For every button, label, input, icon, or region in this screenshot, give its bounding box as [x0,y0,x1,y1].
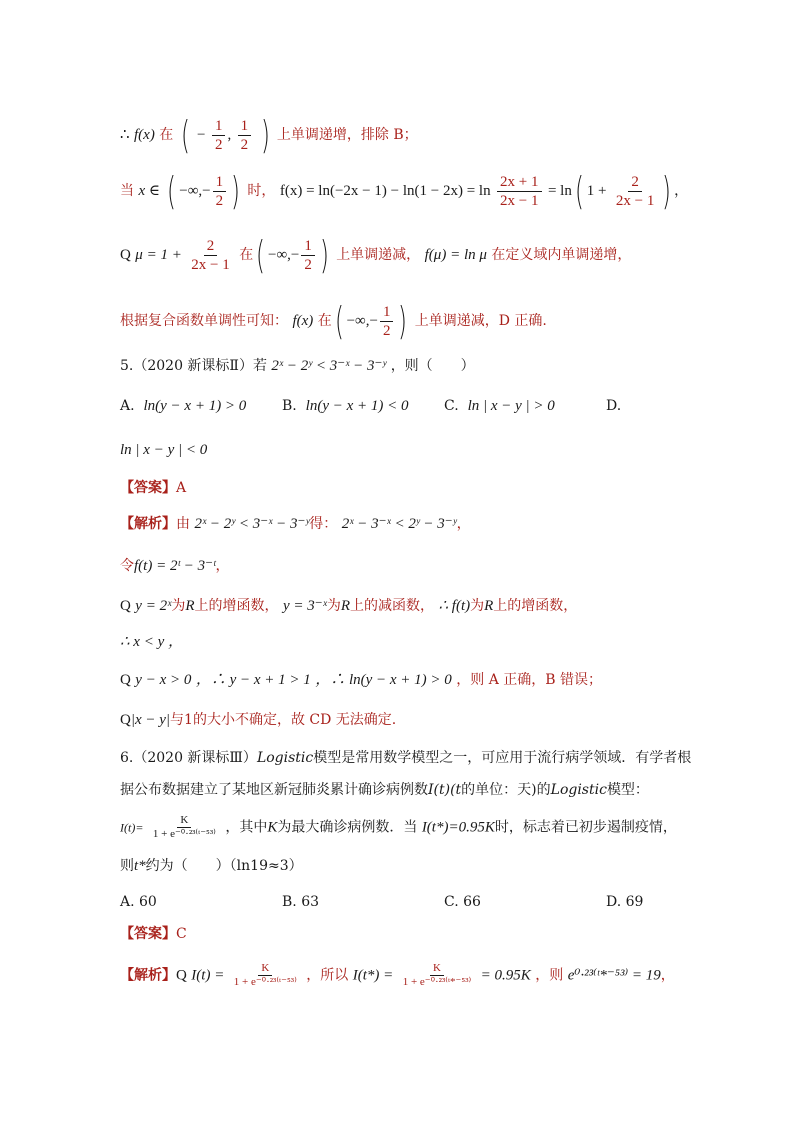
minus-sign: − [197,127,206,143]
q5-option-a: A. ln(y − x + 1) > 0 [120,398,247,414]
function-fx: f(x) [134,127,155,143]
paren-close: ) [260,113,270,157]
q5-analysis-1: 【解析】由 2ˣ − 2ʸ < 3⁻ˣ − 3⁻ʸ得： 2ˣ − 3⁻ˣ < 2ʸ − 3⁻ʸ， [120,516,471,532]
question-6-stem-4: 则t*约为（ ）（ln19≈3） [120,858,303,874]
fraction-2-over: $\frac{2}{2x - 1}$ [615,173,655,209]
paren-open: ( [180,113,190,157]
line-when-x: 当 x ∈ ( −∞,− $\frac{1}{2}$ ) 时， f(x) = ln(−2x − 1) − ln(1 − 2x) = ln $\frac{2x + 1}{2x - 1}$ = ln( 1 + $\frac{2}{2x - 1}$ ) ， [120,169,689,213]
q6-option-a: A. 60 [120,894,157,910]
therefore-symbol: ∴ [120,127,130,143]
fraction-half-left: $\frac{1}{2}$ [212,117,226,154]
question-5-stem: 5.（2020 新课标Ⅱ）若 2ˣ − 2ʸ < 3⁻ˣ − 3⁻ʸ ，则（ ） [120,358,475,374]
text-when: 当 [120,183,134,199]
question-6-stem-3: I(t)= $\frac{K}{\text{1 + e⁻⁰·²³⁽ᵗ⁻⁵³⁾}}$ ，其中K为最大确诊病例数．当 I(t*)=0.95K时，标志着已初步遏制疫情， [120,814,677,840]
fraction-half: $\frac{1}{2}$ [213,173,227,210]
q-symbol: Q [120,247,131,263]
q5-analysis-3: Q y = 2ˣ为R上的增函数， y = 3⁻ˣ为R上的减函数， ∴ f(t)为R上的增函数， [120,598,578,614]
text-time: 时， [247,183,276,199]
q5-analysis-2: 令f(t) = 2ᵗ − 3⁻ᵗ， [120,558,230,574]
q5-option-d-label: D. [606,398,622,414]
fraction-2x1: $\frac{2x + 1}{2x - 1}$ [497,173,541,210]
question-6-stem-1: 6.（2020 新课标Ⅲ）Logistic模型是常用数学模型之一，可应用于流行病学领域．有学者根 [120,750,692,766]
q5-analysis-6: Q|x − y|与1的大小不确定，故 CD 无法确定. [120,712,397,728]
fraction-half-right: $\frac{1}{2}$ [238,117,252,154]
q5-option-d: ln | x − y | < 0 [120,442,208,458]
text-exclude-b: 上单调递增，排除 B； [276,127,418,143]
x-in: x ∈ [138,183,160,199]
mu-expression: μ = 1 + [135,247,182,263]
q5-option-b: B. ln(y − x + 1) < 0 [282,398,409,414]
q6-option-c: C. 66 [444,894,481,910]
q5-analysis-4: ∴ x < y ， [120,634,183,650]
fraction-mu: $\frac{2}{2x - 1}$ [191,237,230,273]
question-6-stem-2: 据公布数据建立了某地区新冠肺炎累计确诊病例数I(t)(t的单位：天)的Logistic模型： [120,782,649,798]
q6-option-d: D. 69 [606,894,644,910]
q6-analysis: 【解析】Q I(t) = $\frac{K}{\text{1 + e⁻⁰·²³⁽ᵗ⁻⁵³⁾}}$ ，所以 I(t*) = $\frac{K}{\text{1 + e⁻⁰·²³⁽ᵗ*⁻⁵³⁾}}$ = 0.95K ，则 e⁰·²³⁽ᵗ*⁻⁵³⁾ = 19， [120,962,675,988]
interval-neg-inf: −∞,− [179,183,211,199]
q5-answer: 【答案】A [120,480,187,496]
q5-analysis-5: Q y − x > 0 ，∴ y − x + 1 > 1 ，∴ ln(y − x + 1) > 0 ，则 A 正确，B 错误； [120,672,602,688]
q6-answer: 【答案】C [120,926,187,942]
expression-fx: f(x) = ln(−2x − 1) − ln(1 − 2x) = ln [279,183,491,199]
text-in: 在 [159,127,174,143]
q5-option-c: C. ln | x − y | > 0 [444,398,555,414]
line-composite: 根据复合函数单调性可知： f(x) 在( −∞,− $\frac{1}{2}$ ) 上单调递减，D 正确. [120,299,547,343]
line-mu: Q μ = 1 + $\frac{2}{2x - 1}$ 在( −∞,− $\frac{1}{2}$ ) 上单调递减， f(μ) = ln μ 在定义域内单调递增， [120,233,632,277]
q6-option-b: B. 63 [282,894,320,910]
f-mu: f(μ) = ln μ [424,247,487,263]
line-monotonic-increase: ∴ f(x) 在 ( − $\frac{1}{2}$ , $\frac{1}{2}$ ) 上单调递增，排除 B； [120,113,418,157]
